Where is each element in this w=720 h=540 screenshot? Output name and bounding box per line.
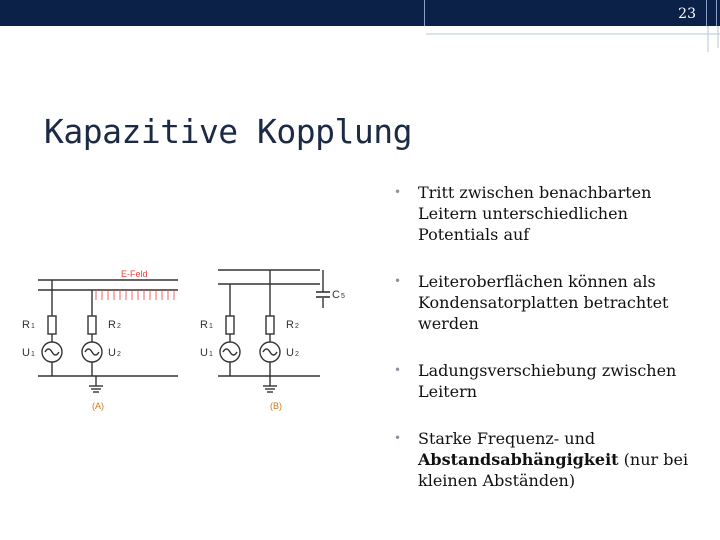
bullet-item [390,271,702,334]
slide-number: 23 [678,6,696,22]
efield-label: E-Feld [121,269,148,279]
bullet-icon: • [394,363,402,377]
header-bar [0,0,720,26]
slide-title: Kapazitive Kopplung [44,112,412,151]
bullet-icon: • [394,274,402,288]
bullet-item [390,360,702,402]
bullet-text-start: Starke Frequenz- und [418,429,596,448]
bullet-text: Leiteroberflächen können als Kondensatorplatten betrachtet werden [418,272,669,333]
label-r2-b: R2 [286,319,299,331]
label-u1-b: U1 [200,347,213,359]
efield-arrows [96,290,174,300]
bullet-list [390,182,702,517]
bullet-item [390,182,702,245]
bullet-text: Tritt zwischen benachbarten Leitern unterschiedlichen Potentials auf [418,183,652,244]
bullet-text-bold: Abstandsabhängigkeit [418,450,619,469]
bullet-text-end: (nur bei kleinen Abständen) [418,450,689,490]
bullet-icon: • [394,431,402,445]
label-u2-b: U2 [286,347,299,359]
label-c5: C5 [332,289,345,301]
caption-b: (B) [270,401,282,411]
label-u2-a: U2 [108,347,121,359]
bullet-text: Ladungsverschiebung zwischen Leitern [418,361,677,401]
coupling-circuit-diagram [18,262,362,418]
bullet-item [390,428,702,491]
header-decoration [426,26,720,56]
bullet-icon: • [394,185,402,199]
label-r1-a: R1 [22,319,35,331]
label-r2-a: R2 [108,319,121,331]
circuit-b [218,270,323,392]
capacitor-c5 [316,292,330,297]
label-u1-a: U1 [22,347,35,359]
caption-a: (A) [92,401,104,411]
label-r1-b: R1 [200,319,213,331]
